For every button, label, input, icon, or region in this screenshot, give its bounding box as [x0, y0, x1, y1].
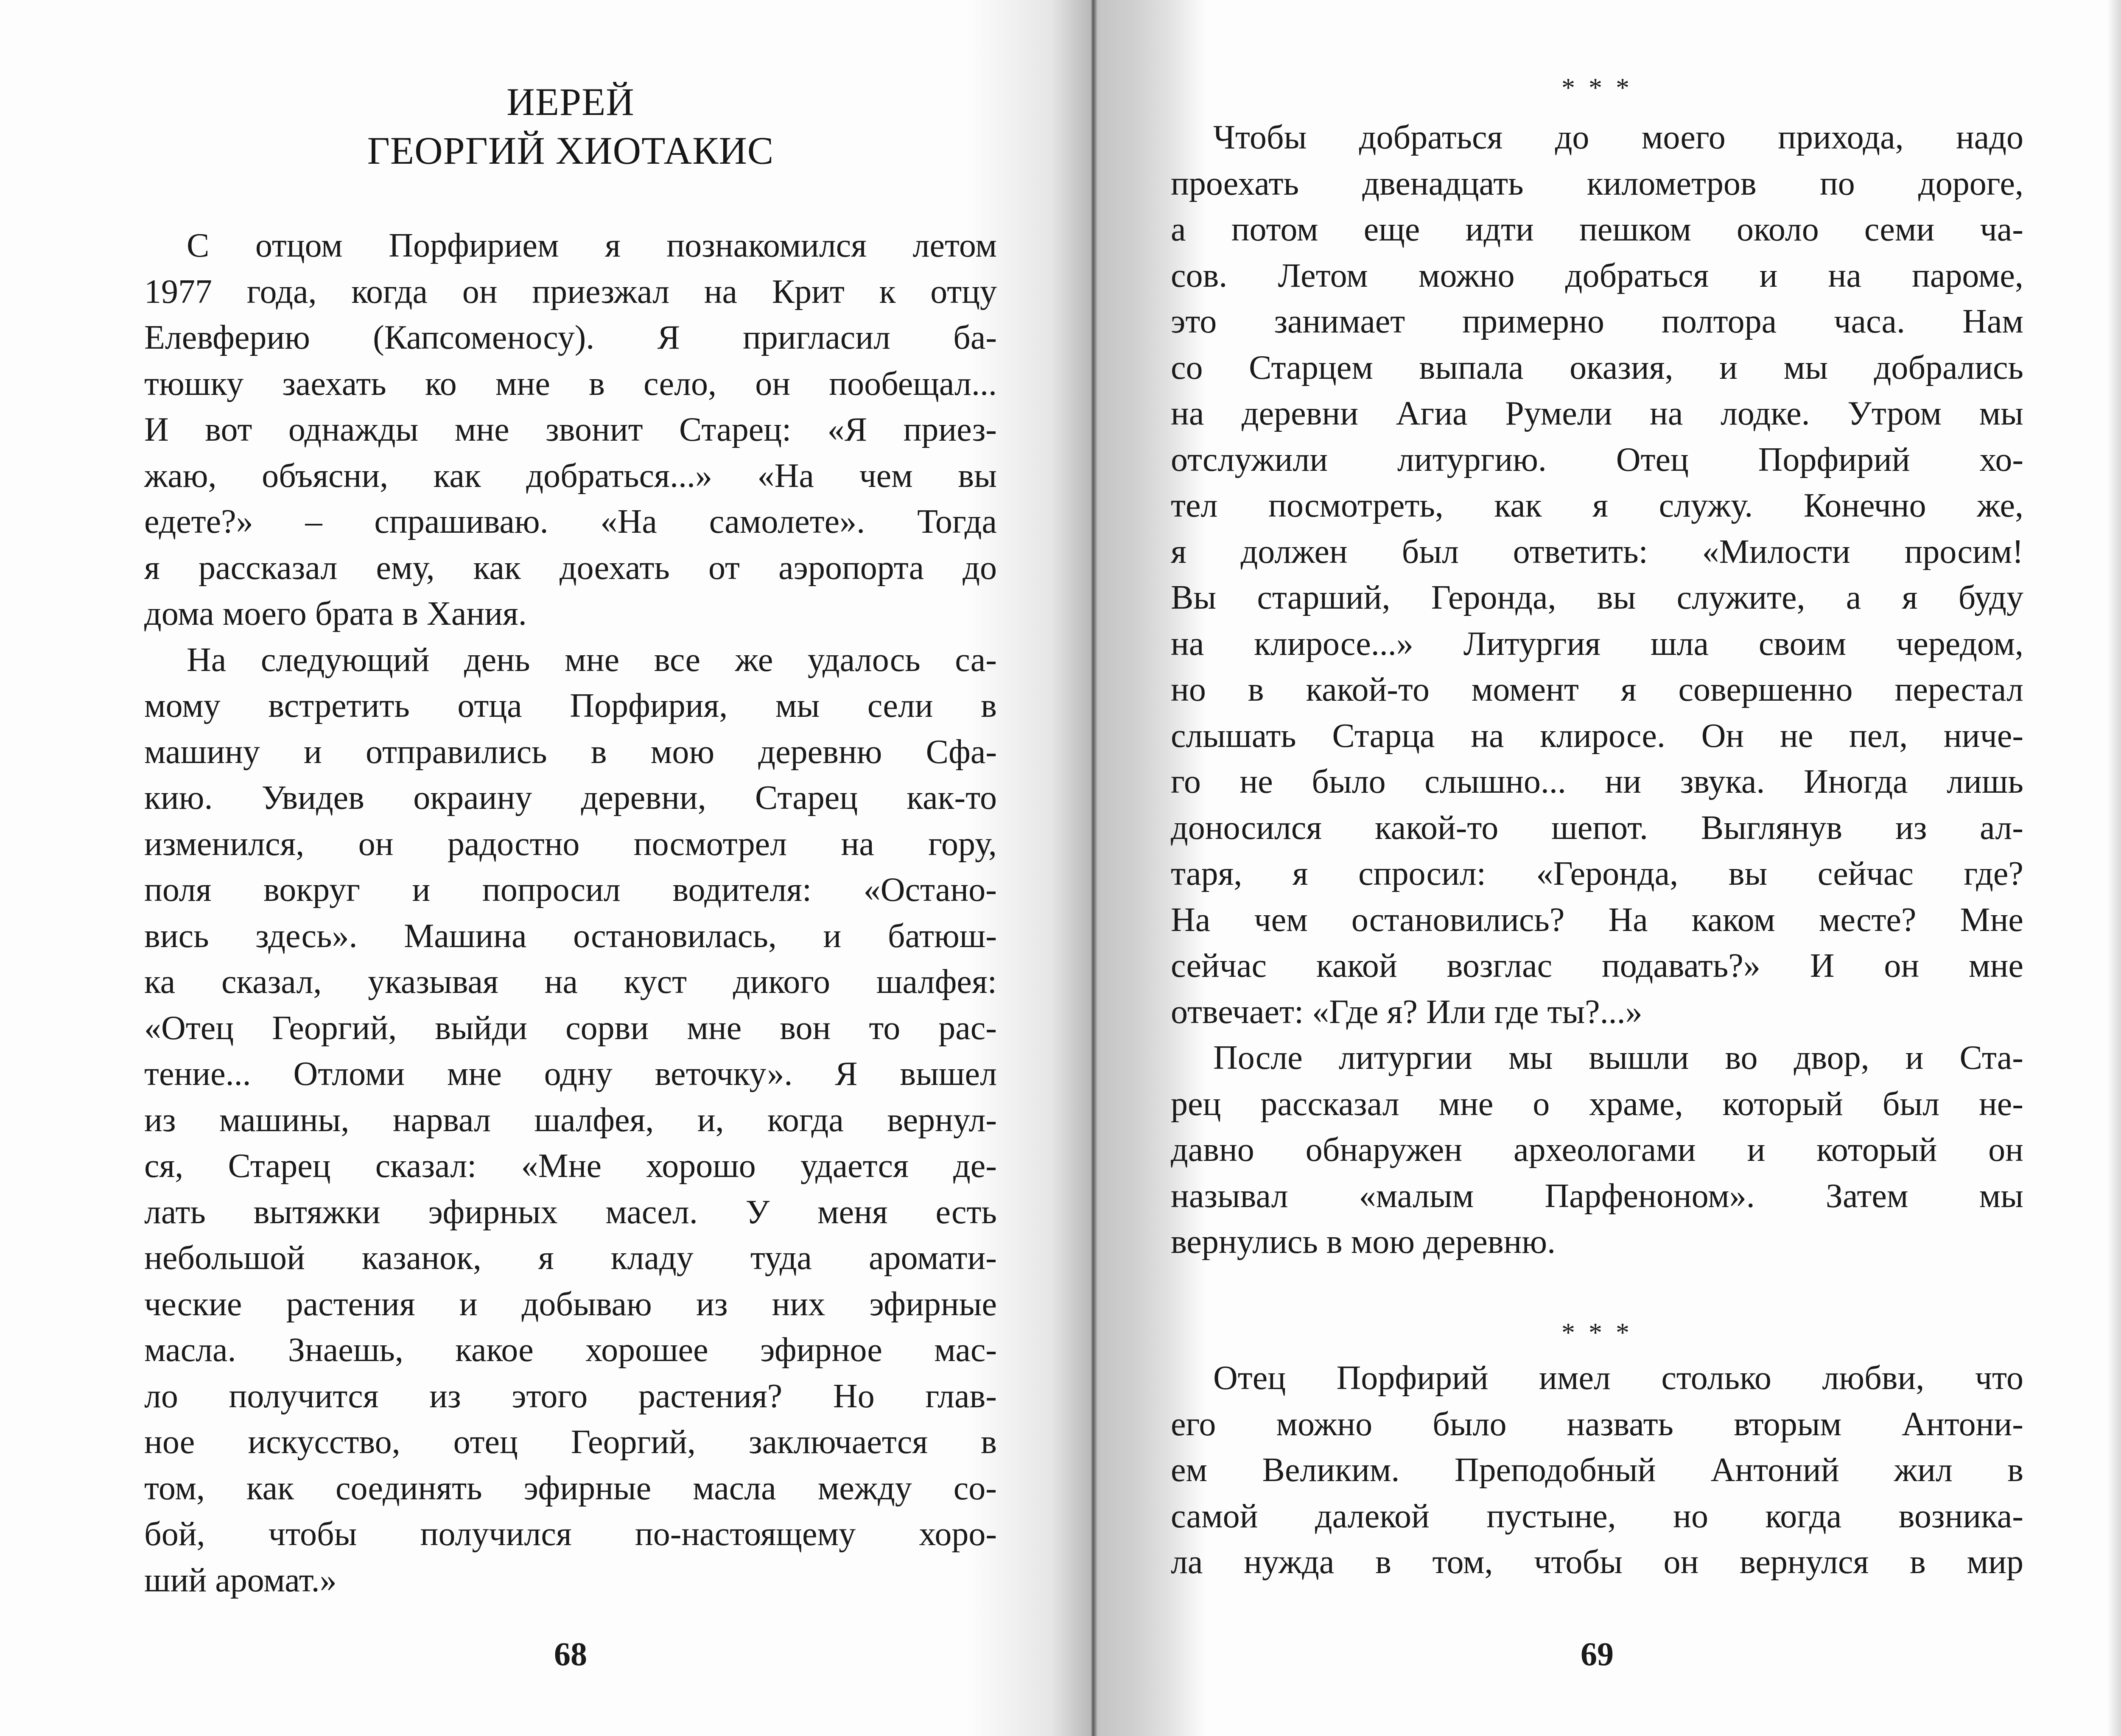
text-line: ла нужда в том, чтобы он вернулся в мир — [1171, 1543, 2023, 1581]
text-line: кию. Увидев окраину деревни, Старец как-то — [144, 779, 997, 816]
text-line: Вы старший, Геронда, вы служите, а я буду — [1171, 579, 2023, 616]
text-line: На чем остановились? На каком месте? Мне — [1171, 901, 2023, 939]
text-line: сейчас какой возглас подавать?» И он мне — [1171, 947, 2023, 984]
text-line: Елевферию (Капсоменосу). Я пригласил ба- — [144, 319, 997, 356]
text-line: со Старцем выпала оказия, и мы добрались — [1171, 349, 2023, 386]
text-line: это занимает примерно полтора часа. Нам — [1171, 303, 2023, 340]
text-line: из машины, нарвал шалфея, и, когда вернул- — [144, 1101, 997, 1139]
text-line: го не было слышно... ни звука. Иногда лишь — [1171, 763, 2023, 800]
text-line: ческие растения и добываю из них эфирные — [144, 1285, 997, 1323]
text-line: ся, Старец сказал: «Мне хорошо удается де- — [144, 1147, 997, 1185]
text-line: ка сказал, указывая на куст дикого шалфея: — [144, 963, 997, 1001]
text-line: машину и отправились в мою деревню Сфа- — [144, 733, 997, 771]
right-page-body-section1 — [1171, 115, 2023, 1265]
text-line: ное искусство, отец Георгий, заключается в — [144, 1423, 997, 1461]
text-line: доносился какой-то шепот. Выглянув из ал- — [1171, 809, 2023, 847]
text-line: его можно было назвать вторым Антони- — [1171, 1405, 2023, 1443]
page-number-right: 69 — [1581, 1635, 1614, 1672]
section-separator: * * * — [1561, 73, 1633, 103]
text-line: проехать двенадцать километров по дороге, — [1171, 165, 2023, 202]
text-line: я должен был ответить: «Милости просим! — [1171, 533, 2023, 570]
text-line: отвечает: «Где я? Или где ты?...» — [1171, 993, 1643, 1031]
text-line: лать вытяжки эфирных масел. У меня есть — [144, 1193, 997, 1231]
text-line: жаю, объясни, как добраться...» «На чем вы — [144, 457, 997, 495]
chapter-title-line2: ГЕОРГИЙ ХИОТАКИС — [367, 129, 774, 172]
text-line: сов. Летом можно добраться и на пароме, — [1171, 257, 2023, 294]
right-page — [1171, 0, 2023, 1736]
left-page-body — [144, 223, 997, 1603]
text-line: рец рассказал мне о храме, который был не- — [1171, 1085, 2023, 1123]
text-line: На следующий день мне все же удалось са- — [187, 641, 997, 679]
text-line: «Отец Георгий, выйди сорви мне вон то рас- — [144, 1009, 997, 1047]
text-line: едете?» – спрашиваю. «На самолете». Тогда — [144, 503, 997, 540]
text-line: слышать Старца на клиросе. Он не пел, ниче- — [1171, 717, 2023, 755]
text-line: дома моего брата в Хания. — [144, 595, 527, 632]
text-line: таря, я спросил: «Геронда, вы сейчас где? — [1171, 855, 2023, 892]
text-line: но в какой-то момент я совершенно перестал — [1171, 671, 2023, 708]
section-separator: * * * — [1561, 1317, 1633, 1347]
text-line: И вот однажды мне звонит Старец: «Я приез- — [144, 411, 997, 448]
text-line: я рассказал ему, как доехать от аэропорта до — [144, 549, 997, 587]
text-line: ем Великим. Преподобный Антоний жил в — [1171, 1451, 2023, 1489]
text-line: После литургии мы вышли во двор, и Ста- — [1213, 1039, 2023, 1076]
text-line: вернулись в мою деревню. — [1171, 1223, 1556, 1261]
text-line: вись здесь». Машина остановилась, и батюш- — [144, 917, 997, 955]
text-line: давно обнаружен археологами и который он — [1171, 1131, 2023, 1169]
right-page-body-section2 — [1171, 1355, 2023, 1585]
text-line: 1977 года, когда он приезжал на Крит к отцу — [144, 273, 997, 310]
text-line: Чтобы добраться до моего прихода, надо — [1213, 119, 2023, 156]
page-edge — [2108, 0, 2121, 1736]
text-line: небольшой казанок, я кладу туда аромати- — [144, 1239, 997, 1277]
chapter-title-line1: ИЕРЕЙ — [506, 80, 635, 123]
text-line: тюшку заехать ко мне в село, он пообещал... — [144, 365, 997, 403]
text-line: масла. Знаешь, какое хорошее эфирное мас- — [144, 1331, 997, 1369]
text-line: том, как соединять эфирные масла между со- — [144, 1469, 997, 1507]
text-line: а потом еще идти пешком около семи ча- — [1171, 211, 2023, 248]
text-line: мому встретить отца Порфирия, мы сели в — [144, 687, 997, 724]
text-line: ший аромат.» — [144, 1561, 337, 1599]
text-line: тел посмотреть, как я служу. Конечно же, — [1171, 487, 2023, 524]
text-line: поля вокруг и попросил водителя: «Остано- — [144, 871, 997, 909]
text-line: С отцом Порфирием я познакомился летом — [187, 227, 997, 264]
text-line: на клиросе...» Литургия шла своим чередом, — [1171, 625, 2023, 663]
book-gutter — [967, 0, 1205, 1736]
page-number-left: 68 — [554, 1635, 587, 1672]
text-line: самой далекой пустыне, но когда возника- — [1171, 1497, 2023, 1535]
left-page — [144, 0, 997, 1736]
text-line: отслужили литургию. Отец Порфирий хо- — [1171, 441, 2023, 478]
text-line: бой, чтобы получился по-настоящему хоро- — [144, 1515, 997, 1553]
text-line: тение... Отломи мне одну веточку». Я вышел — [144, 1055, 997, 1093]
text-line: Отец Порфирий имел столько любви, что — [1213, 1359, 2023, 1397]
text-line: на деревни Агиа Румели на лодке. Утром мы — [1171, 395, 2023, 432]
text-line: называл «малым Парфеноном». Затем мы — [1171, 1177, 2023, 1215]
text-line: ло получится из этого растения? Но глав- — [144, 1377, 997, 1415]
text-line: изменился, он радостно посмотрел на гору, — [144, 825, 997, 863]
